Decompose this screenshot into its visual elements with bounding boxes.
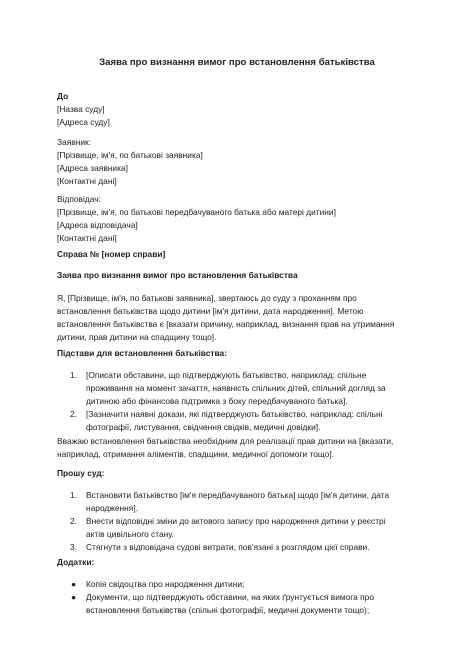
list-item-line: Документи, що підтверджують обставини, на яких ґрунтується вимога про — [86, 592, 374, 602]
statement-subtitle: Заява про визнання вимог про встановлення батьківства — [57, 270, 298, 280]
applicant-block — [57, 136, 427, 188]
grounds-list — [70, 369, 410, 434]
list-item-line: актів цивільного стану. — [86, 529, 174, 539]
intro-line: дитини, прав дитини на спадщину тощо]. — [57, 332, 217, 342]
applicant-heading: Заявник: — [57, 137, 91, 147]
attachments-heading: Додатки: — [57, 557, 95, 567]
list-item-line: [Описати обставини, що підтверджують батьківство, наприклад: спільне — [86, 370, 367, 380]
list-item-line: встановлення батьківства (спільні фотографії, медичні документи тощо); — [86, 605, 370, 615]
conclusion-line: Вважаю встановлення батьківства необхідним для реалізації прав дитини на [вказати, — [57, 436, 394, 446]
list-item — [70, 591, 410, 617]
list-item — [70, 489, 410, 515]
court-name: [Назва суду] — [57, 104, 105, 114]
intro-paragraph — [57, 292, 427, 344]
list-item — [70, 369, 410, 408]
court-heading: До — [57, 91, 69, 101]
list-number: 2. — [70, 516, 77, 526]
grounds-heading: Підстави для встановлення батьківства: — [57, 348, 227, 358]
applicant-name: [Прізвище, ім'я, по батькові заявника] — [57, 150, 203, 160]
intro-line: встановлення батьківства є [вказати причину, наприклад, визнання прав на утримання — [57, 319, 395, 329]
intro-line: встановлення батьківства щодо дитини [ім'я дитини, дата народження]. Метою — [57, 306, 364, 316]
request-heading: Прошу суд: — [57, 468, 105, 478]
list-number: 3. — [70, 542, 77, 552]
respondent-block — [57, 193, 427, 245]
bullet-icon: ● — [71, 592, 77, 602]
document-title: Заява про визнання вимог про встановлення батьківства — [99, 57, 375, 68]
list-item-line: народження]. — [86, 503, 138, 513]
bullet-icon: ● — [71, 579, 77, 589]
list-item — [70, 408, 410, 434]
applicant-contacts: [Контактні дані] — [57, 176, 117, 186]
respondent-address: [Адреса відповідача] — [57, 220, 138, 230]
list-number: 1. — [70, 490, 77, 500]
list-item — [70, 515, 410, 541]
list-item-line: фотографії, листування, свідчення свідків, медичні довідки]. — [86, 422, 321, 432]
list-item-line: дитиною або фінансова підтримка з боку передбачуваного батька]. — [86, 396, 348, 406]
list-item-line: Стягнути з відповідача судові витрати, пов'язані з розглядом цієї справи. — [86, 542, 370, 552]
request-list — [70, 489, 410, 554]
respondent-heading: Відповідач: — [57, 194, 101, 204]
court-address: [Адреса суду] — [57, 117, 110, 127]
conclusion-line: наприклад, отримання аліментів, спадщини, медичної допомоги тощо]. — [57, 449, 335, 459]
list-number: 1. — [70, 370, 77, 380]
court-block — [57, 90, 427, 129]
applicant-address: [Адреса заявника] — [57, 163, 128, 173]
list-item-line: Копія свідоцтва про народження дитини; — [86, 579, 245, 589]
list-item — [70, 578, 410, 591]
conclusion-paragraph — [57, 435, 427, 461]
attachments-list — [70, 578, 410, 617]
list-item-line: Встановити батьківство [ім'я передбачуваного батька] щодо [ім'я дитини, дата — [86, 490, 390, 500]
intro-line: Я, [Прізвище, ім'я, по батькові заявника], звертаюсь до суду з проханням про — [57, 293, 357, 303]
respondent-name: [Прізвище, ім'я, по батькові передбачуваного батька або матері дитини] — [57, 207, 336, 217]
case-number: Справа № [номер справи] — [57, 249, 166, 259]
list-item-line: [Зазначити наявні докази, які підтверджують батьківство, наприклад: спільні — [86, 409, 383, 419]
respondent-contacts: [Контактні дані] — [57, 233, 117, 243]
list-number: 2. — [70, 409, 77, 419]
list-item-line: Внести відповідні зміни до актового запису про народження дитини у реєстрі — [86, 516, 386, 526]
list-item — [70, 541, 410, 554]
list-item-line: проживання на момент зачаття, наявність спільних дітей, спільний догляд за — [86, 383, 386, 393]
